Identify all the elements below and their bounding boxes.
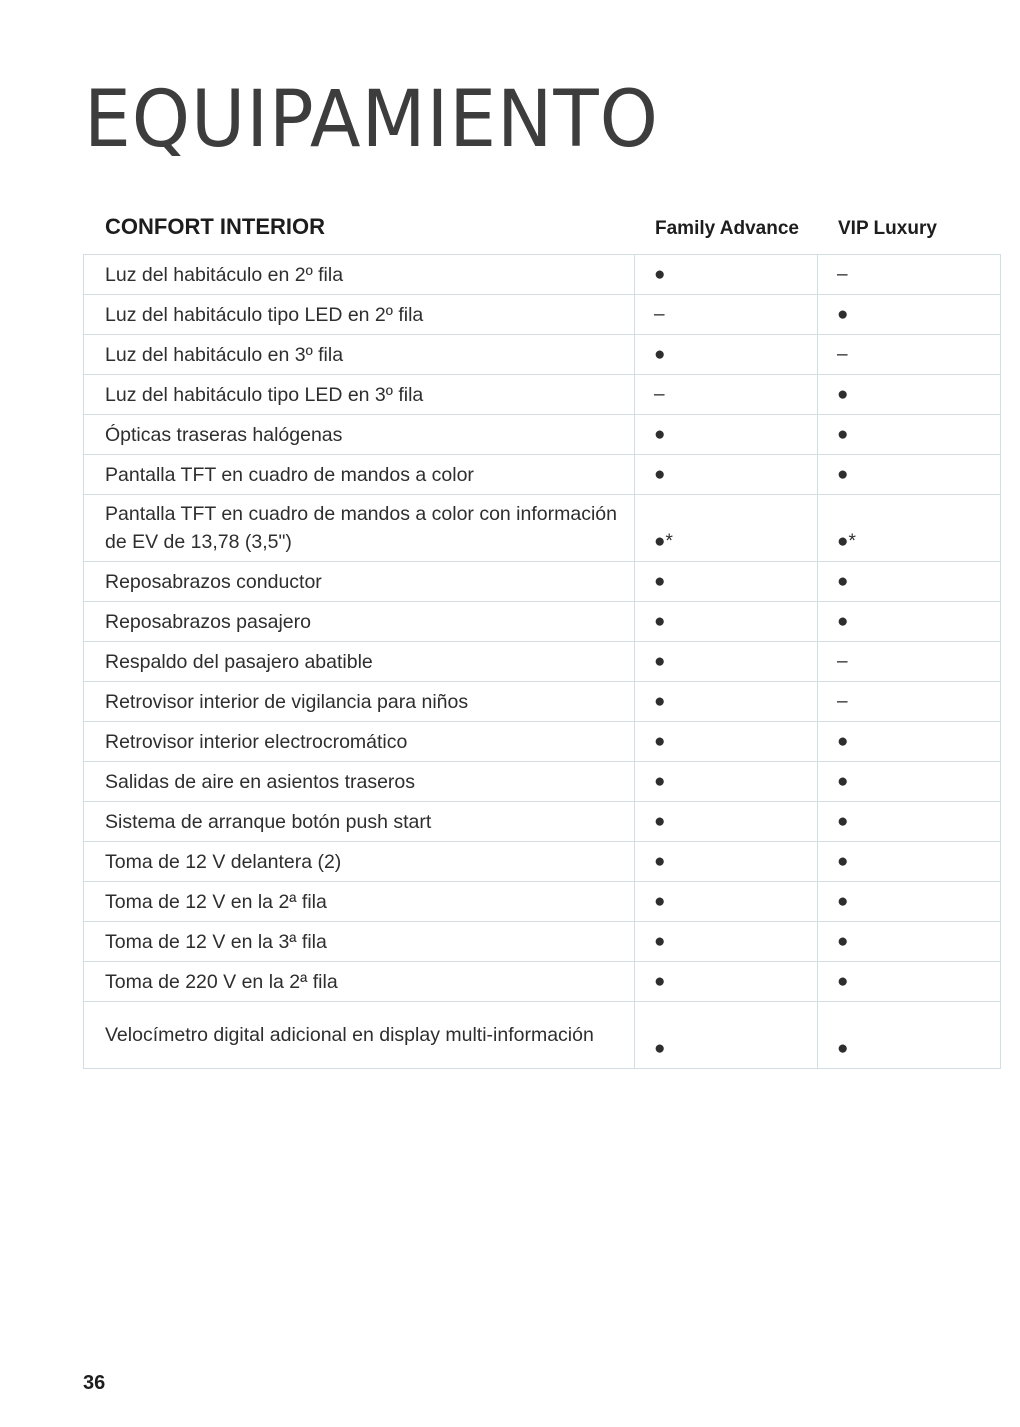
vip-luxury-cell [818, 1002, 1001, 1069]
equipment-table-body [84, 255, 1001, 1069]
family-advance-cell [635, 255, 818, 295]
vip-luxury-cell [818, 722, 1001, 762]
availability-mark: ● [837, 771, 849, 792]
vip-luxury-cell [818, 802, 1001, 842]
vip-luxury-cell [818, 882, 1001, 922]
vip-luxury-cell [818, 495, 1001, 562]
vip-luxury-cell [818, 682, 1001, 722]
family-advance-cell [635, 375, 818, 415]
feature-cell [84, 842, 635, 882]
vip-luxury-cell [818, 455, 1001, 495]
family-advance-cell [635, 1002, 818, 1069]
column-header-family-advance: Family Advance [655, 218, 799, 239]
vip-luxury-cell [818, 415, 1001, 455]
family-advance-cell [635, 562, 818, 602]
availability-mark: ● [654, 651, 666, 672]
vip-luxury-cell [818, 842, 1001, 882]
family-advance-cell [635, 762, 818, 802]
feature-cell [84, 602, 635, 642]
table-row [84, 922, 1001, 962]
table-row [84, 375, 1001, 415]
family-advance-cell [635, 335, 818, 375]
availability-mark: ● [837, 731, 849, 752]
availability-mark: ● [837, 811, 849, 832]
availability-mark: ● [837, 971, 849, 992]
feature-cell [84, 882, 635, 922]
availability-mark: ● [837, 571, 849, 592]
availability-mark: ● [654, 264, 666, 285]
availability-mark: ● [837, 464, 849, 485]
family-advance-cell [635, 722, 818, 762]
availability-mark: ● [654, 891, 666, 912]
availability-mark: – [654, 384, 665, 405]
availability-mark: ●* [654, 531, 673, 552]
column-header-vip-luxury: VIP Luxury [838, 218, 937, 239]
availability-mark: – [654, 304, 665, 325]
availability-mark: ● [654, 731, 666, 752]
table-row [84, 842, 1001, 882]
table-row [84, 882, 1001, 922]
feature-cell [84, 335, 635, 375]
feature-cell [84, 495, 635, 562]
feature-label: Luz del habitáculo en 2º fila [105, 263, 344, 286]
availability-mark: ● [654, 571, 666, 592]
availability-mark: – [837, 691, 848, 712]
family-advance-cell [635, 802, 818, 842]
availability-mark: – [837, 344, 848, 365]
feature-label: Sistema de arranque botón push start [105, 810, 432, 833]
availability-mark: ● [654, 424, 666, 445]
feature-label: Toma de 12 V en la 2ª fila [105, 890, 327, 913]
family-advance-cell [635, 602, 818, 642]
table-row [84, 255, 1001, 295]
availability-mark: ● [654, 851, 666, 872]
feature-label: Toma de 12 V en la 3ª fila [105, 930, 327, 953]
page-title: EQUIPAMIENTO [84, 75, 659, 165]
availability-mark: ● [654, 771, 666, 792]
table-row [84, 295, 1001, 335]
family-advance-cell [635, 415, 818, 455]
availability-mark: ● [837, 424, 849, 445]
table-row [84, 1002, 1001, 1069]
table-row [84, 495, 1001, 562]
vip-luxury-cell [818, 642, 1001, 682]
availability-mark: ● [654, 971, 666, 992]
feature-label: Retrovisor interior electrocromático [105, 730, 408, 753]
feature-label: Retrovisor interior de vigilancia para niños [105, 690, 469, 713]
feature-cell [84, 682, 635, 722]
feature-label: Reposabrazos pasajero [105, 610, 311, 633]
table-row [84, 455, 1001, 495]
page-number: 36 [83, 1372, 106, 1394]
availability-mark: ● [654, 464, 666, 485]
feature-label: Luz del habitáculo tipo LED en 2º fila [105, 303, 424, 326]
availability-mark: ● [654, 811, 666, 832]
feature-cell [84, 562, 635, 602]
vip-luxury-cell [818, 602, 1001, 642]
feature-label: Toma de 12 V delantera (2) [105, 850, 342, 873]
vip-luxury-cell [818, 335, 1001, 375]
vip-luxury-cell [818, 562, 1001, 602]
feature-label: Luz del habitáculo tipo LED en 3º fila [105, 383, 424, 406]
availability-mark: ● [837, 891, 849, 912]
vip-luxury-cell [818, 295, 1001, 335]
family-advance-cell [635, 962, 818, 1002]
availability-mark: ● [654, 1038, 666, 1059]
feature-label: Velocímetro digital adicional en display multi-información [105, 1024, 594, 1046]
table-row [84, 682, 1001, 722]
feature-cell [84, 415, 635, 455]
availability-mark: ● [837, 611, 849, 632]
table-row [84, 335, 1001, 375]
feature-label: Luz del habitáculo en 3º fila [105, 343, 344, 366]
feature-label: Salidas de aire en asientos traseros [105, 770, 416, 793]
table-row [84, 602, 1001, 642]
availability-mark: ● [654, 344, 666, 365]
feature-label: Ópticas traseras halógenas [105, 423, 343, 446]
table-row [84, 802, 1001, 842]
section-header [84, 210, 1000, 250]
family-advance-cell [635, 495, 818, 562]
feature-cell [84, 375, 635, 415]
feature-label: Pantalla TFT en cuadro de mandos a color con información de EV de 13,78 (3,5") [105, 503, 617, 553]
family-advance-cell [635, 682, 818, 722]
availability-mark: ● [837, 851, 849, 872]
availability-mark: ● [837, 931, 849, 952]
table-row [84, 415, 1001, 455]
table-row [84, 562, 1001, 602]
availability-mark: ● [837, 384, 849, 405]
feature-cell [84, 722, 635, 762]
feature-cell [84, 762, 635, 802]
family-advance-cell [635, 295, 818, 335]
feature-label: Respaldo del pasajero abatible [105, 650, 373, 673]
feature-cell [84, 922, 635, 962]
equipment-table [83, 254, 1001, 1069]
feature-label: Pantalla TFT en cuadro de mandos a color [105, 463, 474, 486]
feature-label: Toma de 220 V en la 2ª fila [105, 970, 338, 993]
vip-luxury-cell [818, 762, 1001, 802]
feature-cell [84, 962, 635, 1002]
table-row [84, 962, 1001, 1002]
family-advance-cell [635, 842, 818, 882]
availability-mark: ● [837, 304, 849, 325]
feature-cell [84, 295, 635, 335]
family-advance-cell [635, 922, 818, 962]
feature-cell [84, 455, 635, 495]
availability-mark: – [837, 264, 848, 285]
availability-mark: ● [654, 611, 666, 632]
section-title: CONFORT INTERIOR [105, 214, 325, 239]
vip-luxury-cell [818, 922, 1001, 962]
table-row [84, 722, 1001, 762]
feature-label: Reposabrazos conductor [105, 570, 322, 593]
availability-mark: ● [837, 1038, 849, 1059]
family-advance-cell [635, 642, 818, 682]
availability-mark: ● [654, 931, 666, 952]
family-advance-cell [635, 455, 818, 495]
feature-cell [84, 255, 635, 295]
feature-cell [84, 1002, 635, 1069]
table-row [84, 642, 1001, 682]
vip-luxury-cell [818, 255, 1001, 295]
vip-luxury-cell [818, 962, 1001, 1002]
family-advance-cell [635, 882, 818, 922]
availability-mark: – [837, 651, 848, 672]
table-row [84, 762, 1001, 802]
availability-mark: ●* [837, 531, 856, 552]
availability-mark: ● [654, 691, 666, 712]
feature-cell [84, 802, 635, 842]
vip-luxury-cell [818, 375, 1001, 415]
feature-cell [84, 642, 635, 682]
